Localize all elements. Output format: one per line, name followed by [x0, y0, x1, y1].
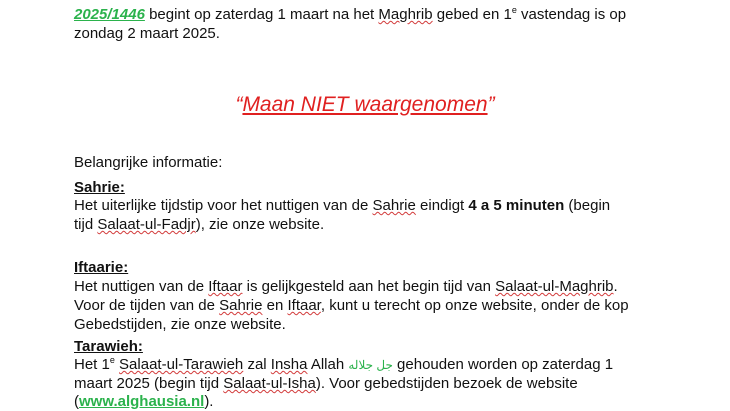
sahrie-heading: Sahrie: — [74, 179, 125, 196]
arabic-honorific: جل جلاله — [348, 358, 393, 372]
sahrie-line-2: tijd Salaat-ul-Fadjr), zie onze website. — [74, 216, 325, 233]
tarawieh-heading: Tarawieh: — [74, 338, 143, 355]
iftaarie-line-1: Het nuttigen van de Iftaar is gelijkgesteld aan het begin tijd van Salaat-ul-Maghrib. — [74, 278, 618, 295]
tarawieh-line-1: Het 1e Salaat-ul-Tarawieh zal Insha Allah جل جلاله gehouden worden op zaterdag 1 — [74, 355, 614, 373]
iftaarie-heading: Iftaarie: — [74, 259, 129, 276]
intro-line-1: 2025/1446 begint op zaterdag 1 maart na het Maghrib gebed en 1e vastendag is op — [74, 5, 627, 23]
tarawieh-line-3: (www.alghausia.nl). — [74, 393, 214, 410]
intro-line-2: zondag 2 maart 2025. — [74, 25, 220, 42]
iftaarie-line-2: Voor de tijden van de Sahrie en Iftaar, kunt u terecht op onze website, onder de kop — [74, 297, 629, 314]
website-link[interactable]: www.alghausia.nl — [79, 393, 205, 410]
moon-notice: “Maan NIET waargenomen” — [235, 93, 495, 116]
info-label: Belangrijke informatie: — [74, 154, 223, 171]
sahrie-line-1: Het uiterlijke tijdstip voor het nuttigen van de Sahrie eindigt 4 a 5 minuten (begin — [74, 197, 611, 214]
moon-notice-text: Maan NIET waargenomen — [242, 93, 488, 116]
year-label: 2025/1446 — [74, 6, 145, 23]
iftaarie-line-3: Gebedstijden, zie onze website. — [74, 316, 286, 333]
tarawieh-line-2: maart 2025 (begin tijd Salaat-ul-Isha). Voor gebedstijden bezoek de website — [74, 375, 578, 392]
